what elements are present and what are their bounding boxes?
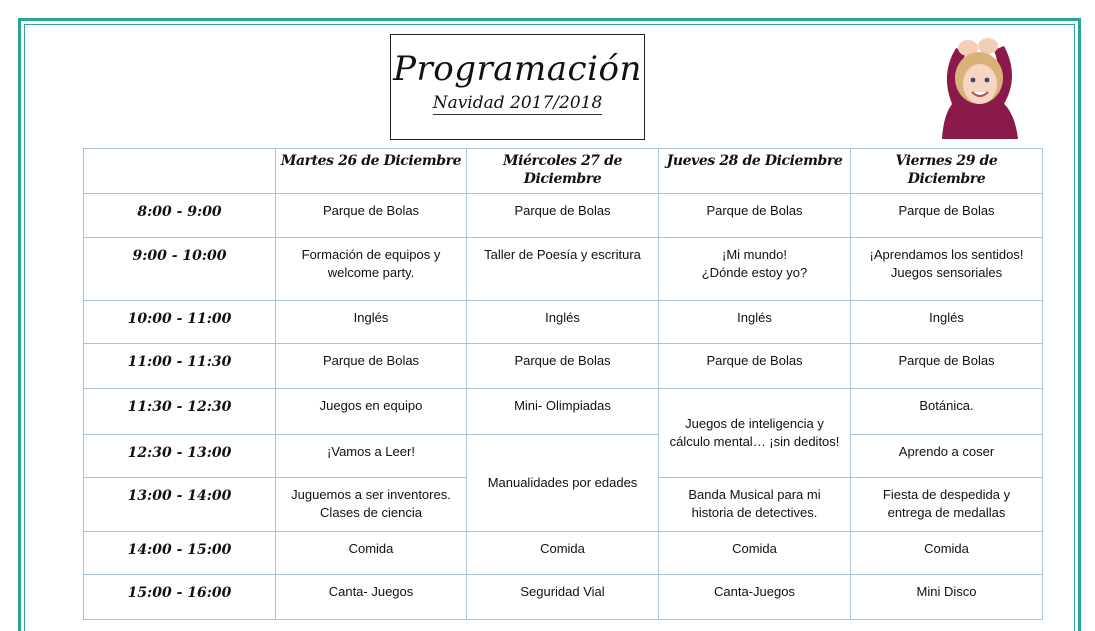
activity-line: ¡Aprendamos los sentidos!: [869, 247, 1024, 262]
activity-cell: [659, 238, 851, 301]
header-cell-wednesday: Miércoles 27 de Diciembre: [467, 149, 659, 194]
time-cell: 14:00 - 15:00: [84, 532, 276, 575]
activity-cell: Mini- Olimpiadas: [467, 389, 659, 435]
page-subtitle: Navidad 2017/2018: [432, 93, 603, 113]
activity-line: historia de detectives.: [691, 505, 818, 520]
activity-cell: Juegos en equipo: [276, 389, 467, 435]
header-cell-friday: Viernes 29 de Diciembre: [851, 149, 1043, 194]
activity-line: Juguemos a ser inventores.: [291, 487, 451, 502]
activity-cell: Inglés: [851, 301, 1043, 344]
activity-cell: Seguridad Vial: [467, 575, 659, 620]
activity-line: cálculo mental… ¡sin deditos!: [669, 434, 840, 449]
table-row: [84, 575, 1043, 620]
header-cell-thursday: Jueves 28 de Diciembre: [659, 149, 851, 194]
activity-cell: Botánica.: [851, 389, 1043, 435]
activity-line: Fiesta de despedida y: [882, 487, 1011, 502]
table-row: [84, 344, 1043, 389]
activity-cell: Mini Disco: [851, 575, 1043, 620]
activity-cell: Comida: [851, 532, 1043, 575]
activity-cell: ¡Vamos a Leer!: [276, 435, 467, 478]
activity-line: Juegos de inteligencia y: [685, 416, 824, 431]
header-cell-empty: [84, 149, 276, 194]
activity-cell: Taller de Poesía y escritura: [467, 238, 659, 301]
activity-line: ¡Mi mundo!: [721, 247, 788, 262]
activity-cell: Aprendo a coser: [851, 435, 1043, 478]
time-cell: 15:00 - 16:00: [84, 575, 276, 620]
activity-cell: Inglés: [276, 301, 467, 344]
child-photo: [922, 34, 1032, 139]
table-row: [84, 238, 1043, 301]
time-cell: 10:00 - 11:00: [84, 301, 276, 344]
activity-cell: Parque de Bolas: [467, 194, 659, 238]
activity-cell: Inglés: [467, 301, 659, 344]
activity-cell: Parque de Bolas: [659, 344, 851, 389]
time-cell: 12:30 - 13:00: [84, 435, 276, 478]
activity-cell: Inglés: [659, 301, 851, 344]
title-box: [390, 34, 645, 140]
time-cell: 8:00 - 9:00: [84, 194, 276, 238]
header-row: [84, 149, 1043, 194]
activity-line: Formación de equipos y: [301, 247, 441, 262]
activity-cell-merged: [659, 389, 851, 478]
time-cell: 9:00 - 10:00: [84, 238, 276, 301]
activity-cell: [276, 238, 467, 301]
activity-cell: [851, 478, 1043, 532]
activity-cell: Comida: [276, 532, 467, 575]
table-row: [84, 194, 1043, 238]
schedule-table: [83, 148, 1043, 620]
activity-line: Juegos sensoriales: [890, 265, 1003, 280]
activity-cell: Parque de Bolas: [851, 344, 1043, 389]
activity-line: Banda Musical para mi: [688, 487, 821, 502]
activity-cell: Comida: [659, 532, 851, 575]
activity-cell: [851, 238, 1043, 301]
activity-line: Clases de ciencia: [320, 505, 422, 520]
activity-cell: [659, 478, 851, 532]
activity-cell: Parque de Bolas: [851, 194, 1043, 238]
header-cell-tuesday: Martes 26 de Diciembre: [276, 149, 467, 194]
activity-cell: Parque de Bolas: [467, 344, 659, 389]
table-row: [84, 389, 1043, 435]
activity-cell: Canta-Juegos: [659, 575, 851, 620]
table-row: [84, 532, 1043, 575]
activity-cell: Parque de Bolas: [276, 344, 467, 389]
activity-cell: [276, 478, 467, 532]
activity-cell: Comida: [467, 532, 659, 575]
page-title: Programación: [393, 49, 642, 89]
activity-line: welcome party.: [327, 265, 415, 280]
time-cell: 11:00 - 11:30: [84, 344, 276, 389]
activity-cell-merged: Manualidades por edades: [467, 435, 659, 532]
activity-line: entrega de medallas: [887, 505, 1006, 520]
time-cell: 13:00 - 14:00: [84, 478, 276, 532]
time-cell: 11:30 - 12:30: [84, 389, 276, 435]
activity-line: ¿Dónde estoy yo?: [701, 265, 808, 280]
table-row: [84, 301, 1043, 344]
table-row: [84, 435, 1043, 478]
activity-cell: Parque de Bolas: [276, 194, 467, 238]
activity-cell: Parque de Bolas: [659, 194, 851, 238]
activity-cell: Canta- Juegos: [276, 575, 467, 620]
